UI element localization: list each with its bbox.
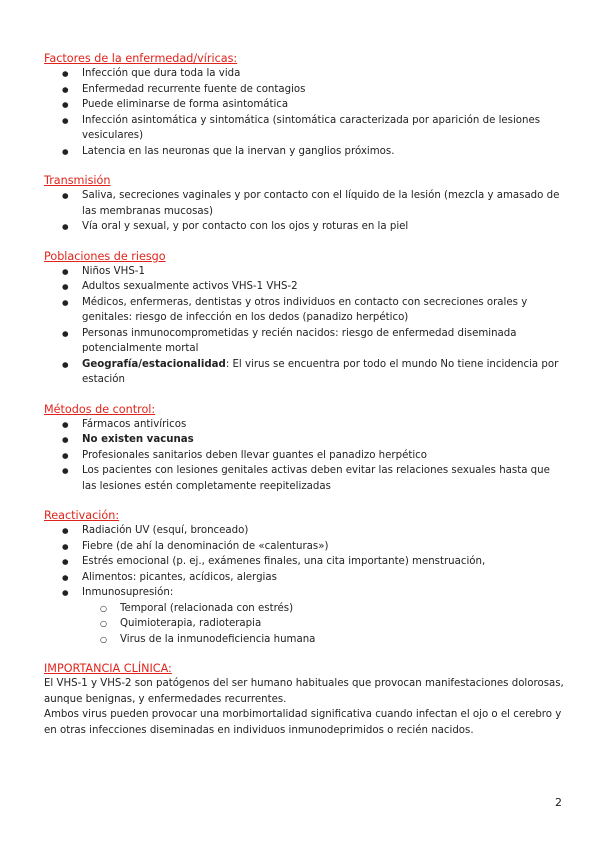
list-item: ● Alimentos: picantes, acídicos, alergias bbox=[44, 570, 564, 586]
bullet-list bbox=[44, 417, 564, 495]
page-content bbox=[44, 51, 564, 752]
list-item bbox=[44, 432, 564, 448]
bullet-list bbox=[44, 264, 564, 388]
list-item: ● Radiación UV (esquí, bronceado) bbox=[44, 523, 564, 539]
list-item-inmunosupresion bbox=[44, 585, 564, 647]
list-item: ● Saliva, secreciones vaginales y por contacto con el líquido de la lesión (mezcla y amasado de las membranas mucosas) bbox=[44, 188, 564, 219]
paragraph: El VHS-1 y VHS-2 son patógenos del ser humano habituales que provocan manifestaciones dolorosas, aunque benignas, y enfermedades recurrentes. bbox=[44, 678, 564, 705]
sub-list-item: ○ Virus de la inmunodeficiencia humana bbox=[82, 632, 564, 648]
list-item: ● Fármacos antivíricos bbox=[44, 417, 564, 433]
list-item: ● Enfermedad recurrente fuente de contagios bbox=[44, 82, 564, 98]
section-heading: Métodos de control: bbox=[44, 402, 156, 416]
bullet-list bbox=[44, 188, 564, 235]
geografia-label: Geografía/estacionalidad bbox=[82, 358, 226, 370]
section-heading: Transmisión bbox=[44, 174, 111, 187]
section-heading: Reactivación: bbox=[44, 509, 120, 522]
list-item: ● Vía oral y sexual, y por contacto con los ojos y roturas en la piel bbox=[44, 219, 564, 235]
list-item: ● Profesionales sanitarios deben llevar guantes el panadizo herpético bbox=[44, 448, 564, 464]
list-item: ● Personas inmunocomprometidas y recién nacidos: riesgo de enfermedad diseminada potencialmente mortal bbox=[44, 326, 564, 357]
list-item: ● Médicos, enfermeras, dentistas y otros individuos en contacto con secreciones orales y genitales: riesgo de infección en los dedos (panadizo herpético) bbox=[44, 295, 564, 326]
list-item: ● Puede eliminarse de forma asintomática bbox=[44, 97, 564, 113]
bullet-list bbox=[44, 66, 564, 159]
list-item: ● Fiebre (de ahí la denominación de «calenturas») bbox=[44, 539, 564, 555]
list-item: ● Infección que dura toda la vida bbox=[44, 66, 564, 82]
list-item: ● Los pacientes con lesiones genitales activas deben evitar las relaciones sexuales hasta que las lesiones estén completamente reepitelizadas bbox=[44, 463, 564, 494]
list-item-geografia bbox=[44, 357, 564, 388]
sub-bullet-list bbox=[82, 601, 564, 648]
inmunosupresion-label: Inmunosupresión: bbox=[82, 587, 174, 598]
list-item: ● Infección asintomática y sintomática (sintomática caracterizada por aparición de lesiones vesiculares) bbox=[44, 113, 564, 144]
bullet-list bbox=[44, 523, 564, 647]
list-item: ● Niños VHS-1 bbox=[44, 264, 564, 280]
page-number: 2 bbox=[555, 796, 562, 809]
section-heading: IMPORTANCIA CLÍNICA: bbox=[44, 662, 172, 675]
section-transmision bbox=[44, 173, 564, 235]
no-vacunas-text: No existen vacunas bbox=[82, 434, 194, 445]
sub-list-item: ○ Temporal (relacionada con estrés) bbox=[82, 601, 564, 617]
section-metodos bbox=[44, 402, 564, 495]
section-poblaciones bbox=[44, 249, 564, 388]
section-heading: Factores de la enfermedad/víricas: bbox=[44, 52, 238, 65]
section-reactivacion bbox=[44, 508, 564, 647]
paragraph: Ambos virus pueden provocar una morbimortalidad significativa cuando infectan el ojo o el cerebro y en otras infecciones diseminadas en individuos inmunodeprimidos o recién nacidos. bbox=[44, 709, 562, 736]
section-factores bbox=[44, 51, 564, 159]
list-item: ● Adultos sexualmente activos VHS-1 VHS-2 bbox=[44, 279, 564, 295]
geografia-text: : El virus se encuentra por todo el mundo No tiene incidencia por estación bbox=[82, 358, 559, 385]
list-item: ● Latencia en las neuronas que la inervan y ganglios próximos. bbox=[44, 144, 564, 160]
list-item: ● Estrés emocional (p. ej., exámenes finales, una cita importante) menstruación, bbox=[44, 554, 564, 570]
section-importancia bbox=[44, 661, 564, 738]
sub-list-item: ○ Quimioterapia, radioterapia bbox=[82, 616, 564, 632]
section-heading: Poblaciones de riesgo bbox=[44, 249, 166, 263]
